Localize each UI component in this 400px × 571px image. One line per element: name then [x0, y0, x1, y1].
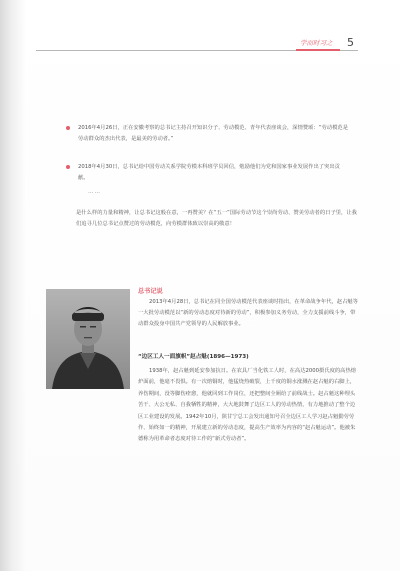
bullet-text: 2018年4月30日，总书记给中国劳动关系学院劳模本科班学员回信，勉励他们为党和国家事业发展作出了突出贡献。 [78, 164, 340, 181]
section-text: 2013年4月28日，总书记在同全国劳动模范代表座谈时指出，在革命战争年代，赵占魁等一大批劳动模范以“新的劳动态度对待新的劳动”，积极参加义务劳动，全力支援前线斗争，带动群众投身中国共产党领导的人民解放事业。 [138, 299, 358, 327]
page-number: 5 [347, 36, 354, 49]
section-title: 总书记说 [138, 288, 163, 295]
bullet-item-1 [78, 123, 350, 145]
header-rule-accent [296, 49, 340, 51]
running-header-title: 学而时习之 [300, 39, 333, 47]
profile-body [138, 366, 360, 446]
portrait-photo [46, 289, 130, 389]
bullet-item-2 [78, 162, 350, 184]
section-body [138, 297, 360, 330]
page-spine-shadow [0, 0, 26, 571]
profile-title: “边区工人一面旗帜”赵占魁(1896—1973) [138, 354, 249, 360]
bullet-dot-icon [66, 126, 70, 130]
intro-paragraph [76, 208, 360, 230]
profile-text: 1938年，赵占魁到延安参加抗日。在农具厂当化铁工人时，在高达2000摄氏度的高热熔炉面前，他毫不畏惧。有一次熔铜时，他猛烧热破裂，上千度的铜水涨溅在赵占魁的右脚上，养伤期间，没等脚伤痊愈，他就回到工作岗位，还把整间全厕给了前线战士。赵占魁这种埋头苦干、大公无私、自我牺牲的精神，大大地鼓舞了边区工人的劳动热情，有力地推动了整个边区工业建设的发展。1942年10月，陕甘宁总工会发出通知号召全边区工人学习赵占魁勤劳劳作、始终如一的精神，开展建立新的劳动态度，提高生产效率为内容的“赵占魁运动”。他被朱德称为用革命者态度对待工作的“新式劳动者”。 [138, 368, 357, 443]
intro-text: 是什么样的力量和精神，让总书记这般在意，一再赞美？在“五一”国际劳动节这个崇尚劳动、赞美劳动者的日子里，让我们追寻几位总书记点赞过的劳动模范，向劳模群体致以崇高的敬意！ [76, 210, 357, 227]
ellipsis-mark: …… [88, 189, 101, 195]
bullet-text: 2016年4月26日，正在安徽考察的总书记主持召开知识分子、劳动模范、青年代表座谈会，深情赞颂：“劳动模范是劳动群众的杰出代表，是最美的劳动者。” [78, 125, 348, 142]
bullet-dot-icon [66, 165, 70, 169]
portrait-icon [46, 289, 130, 389]
